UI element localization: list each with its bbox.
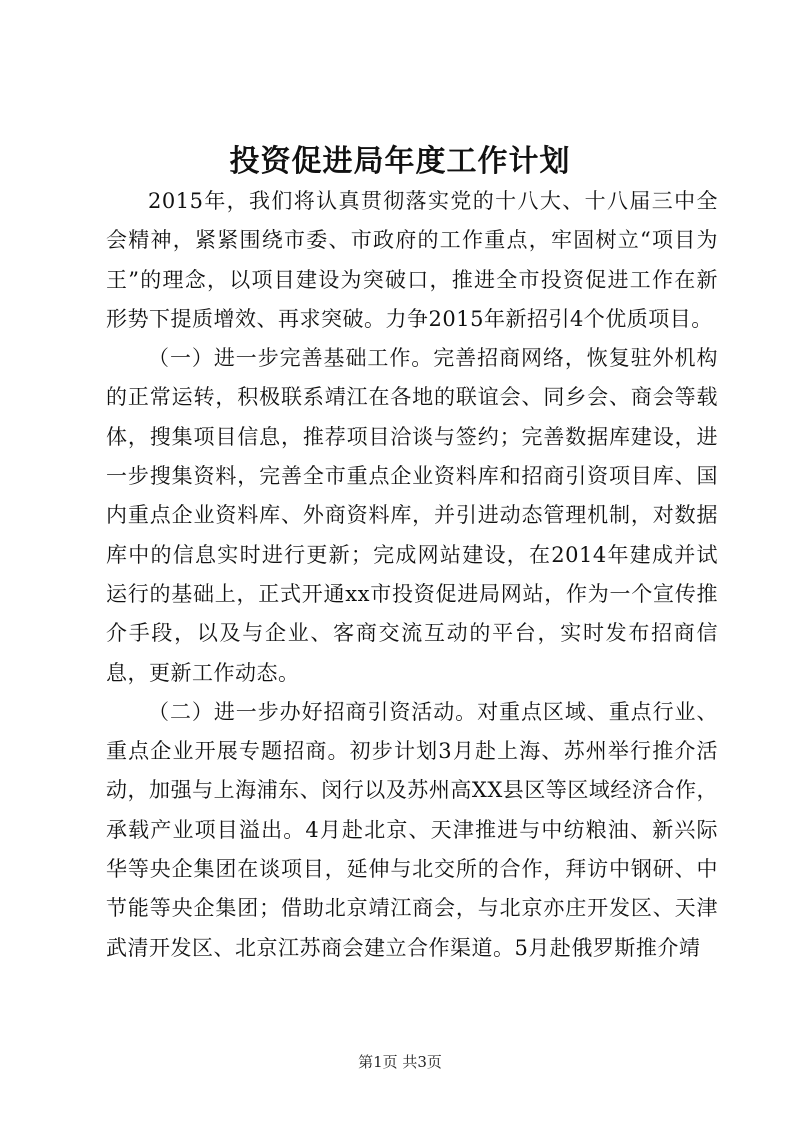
document-body [106, 182, 718, 968]
document-title: 投资促进局年度工作计划 [229, 144, 571, 179]
paragraph-intro: 2015年，我们将认真贯彻落实党的十八大、十八届三中全会精神，紧紧围绕市委、市政府的工作重点，牢固树立“项目为王”的理念，以项目建设为突破口，推进全市投资促进工作在新形势下提质增效、再求突破。力争2015年新招引4个优质项目。 [106, 189, 718, 331]
page-number-footer: 第1页 共3页 [358, 1053, 442, 1071]
paragraph-section-2: （二）进一步办好招商引资活动。对重点区域、重点行业、重点企业开展专题招商。初步计划3月赴上海、苏州举行推介活动，加强与上海浦东、闵行以及苏州高XX县区等区域经济合作，承载产业项目溢出。4月赴北京、天津推进与中纺粮油、新兴际华等央企集团在谈项目，延伸与北交所的合作，拜访中钢研、中节能等央企集团；借助北京靖江商会，与北京亦庄开发区、天津武清开发区、北京江苏商会建立合作渠道。5月赴俄罗斯推介靖 [106, 699, 718, 960]
paragraph-section-1: （一）进一步完善基础工作。完善招商网络，恢复驻外机构的正常运转，积极联系靖江在各地的联谊会、同乡会、商会等载体，搜集项目信息，推荐项目洽谈与签约；完善数据库建设，进一步搜集资料，完善全市重点企业资料库和招商引资项目库、国内重点企业资料库、外商资料库，并引进动态管理机制，对数据库中的信息实时进行更新；完成网站建设，在2014年建成并试运行的基础上，正式开通xx市投资促进局网站，作为一个宣传推介手段，以及与企业、客商交流互动的平台，实时发布招商信息，更新工作动态。 [106, 346, 718, 685]
